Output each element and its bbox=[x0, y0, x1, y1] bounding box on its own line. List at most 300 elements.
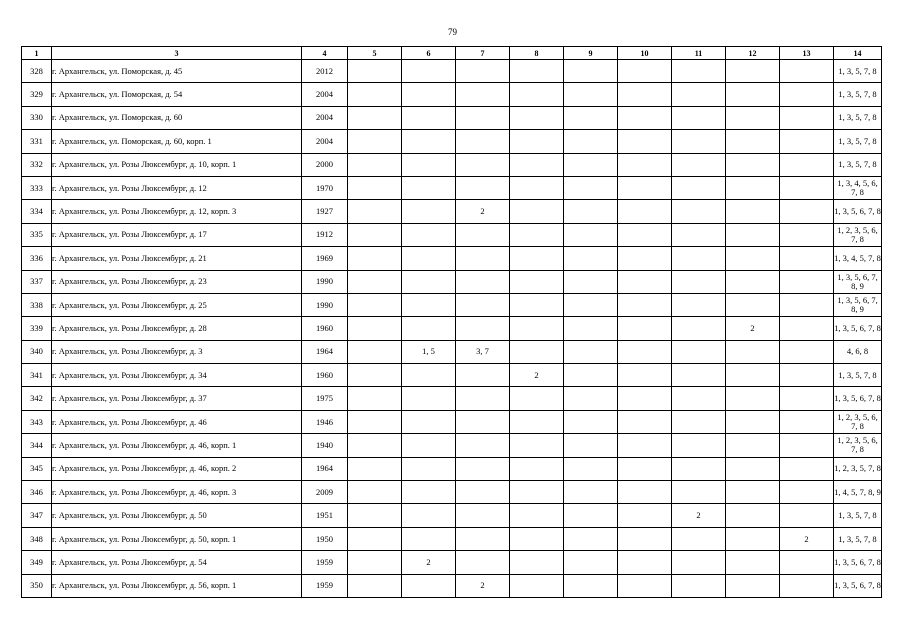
table-cell: 1969 bbox=[302, 247, 348, 270]
table-cell bbox=[618, 364, 672, 387]
table-cell: г. Архангельск, ул. Розы Люксембург, д. 25 bbox=[52, 293, 302, 316]
table-cell bbox=[780, 130, 834, 153]
table-cell bbox=[618, 223, 672, 246]
table-cell bbox=[780, 481, 834, 504]
table-cell: 1, 3, 5, 7, 8 bbox=[834, 130, 882, 153]
table-header-row bbox=[22, 47, 882, 60]
table-cell: 337 bbox=[22, 270, 52, 293]
table-cell: 331 bbox=[22, 130, 52, 153]
table-cell: 336 bbox=[22, 247, 52, 270]
table-cell: 341 bbox=[22, 364, 52, 387]
table-cell bbox=[510, 551, 564, 574]
table-cell: 1990 bbox=[302, 270, 348, 293]
table-cell bbox=[348, 504, 402, 527]
table-cell: г. Архангельск, ул. Розы Люксембург, д. 50 bbox=[52, 504, 302, 527]
table-cell: 1, 4, 5, 7, 8, 9 bbox=[834, 481, 882, 504]
table-cell bbox=[726, 551, 780, 574]
table-cell: 350 bbox=[22, 574, 52, 597]
table-cell: 1, 3, 4, 5, 6, 7, 8 bbox=[834, 176, 882, 199]
page-number: 79 bbox=[448, 27, 457, 37]
table-cell: г. Архангельск, ул. Розы Люксембург, д. 54 bbox=[52, 551, 302, 574]
table-cell bbox=[672, 387, 726, 410]
table-row bbox=[22, 551, 882, 574]
table-cell bbox=[402, 457, 456, 480]
table-cell bbox=[726, 574, 780, 597]
table-cell: 333 bbox=[22, 176, 52, 199]
table-cell bbox=[564, 434, 618, 457]
table-cell bbox=[402, 387, 456, 410]
table-cell bbox=[402, 270, 456, 293]
table-cell: 332 bbox=[22, 153, 52, 176]
table-cell bbox=[780, 293, 834, 316]
table-cell bbox=[780, 504, 834, 527]
table-cell bbox=[564, 340, 618, 363]
table-cell bbox=[456, 527, 510, 550]
table-cell bbox=[780, 317, 834, 340]
table-cell bbox=[456, 83, 510, 106]
table-cell: г. Архангельск, ул. Розы Люксембург, д. 50, корп. 1 bbox=[52, 527, 302, 550]
table-cell bbox=[510, 457, 564, 480]
table-cell bbox=[780, 176, 834, 199]
table-cell bbox=[564, 153, 618, 176]
table-cell bbox=[348, 434, 402, 457]
table-cell bbox=[564, 200, 618, 223]
table-cell: 1, 3, 5, 7, 8 bbox=[834, 106, 882, 129]
table-cell bbox=[402, 364, 456, 387]
table-cell: г. Архангельск, ул. Розы Люксембург, д. 21 bbox=[52, 247, 302, 270]
table-row bbox=[22, 317, 882, 340]
table-cell: г. Архангельск, ул. Поморская, д. 60, корп. 1 bbox=[52, 130, 302, 153]
table-cell: г. Архангельск, ул. Розы Люксембург, д. 3 bbox=[52, 340, 302, 363]
table-cell: г. Архангельск, ул. Розы Люксембург, д. 12, корп. 3 bbox=[52, 200, 302, 223]
table-cell: 1, 3, 5, 7, 8 bbox=[834, 153, 882, 176]
table-cell bbox=[726, 481, 780, 504]
table-cell bbox=[402, 130, 456, 153]
table-cell bbox=[726, 247, 780, 270]
table-cell: 1960 bbox=[302, 317, 348, 340]
table-cell bbox=[348, 481, 402, 504]
column-header-8: 10 bbox=[618, 47, 672, 60]
table-cell: г. Архангельск, ул. Поморская, д. 54 bbox=[52, 83, 302, 106]
table-row bbox=[22, 223, 882, 246]
table-cell bbox=[564, 247, 618, 270]
table-cell: 1, 2, 3, 5, 6, 7, 8 bbox=[834, 223, 882, 246]
table-cell: 1964 bbox=[302, 457, 348, 480]
table-cell: 335 bbox=[22, 223, 52, 246]
table-row bbox=[22, 364, 882, 387]
table-cell: 1950 bbox=[302, 527, 348, 550]
table-cell bbox=[402, 83, 456, 106]
table-cell: 1, 2, 3, 5, 6, 7, 8 bbox=[834, 410, 882, 433]
table-cell bbox=[618, 340, 672, 363]
table-cell bbox=[456, 270, 510, 293]
table-cell bbox=[348, 293, 402, 316]
table-cell bbox=[348, 247, 402, 270]
table-cell bbox=[564, 551, 618, 574]
table-cell: 1, 2, 3, 5, 6, 7, 8 bbox=[834, 434, 882, 457]
column-header-3: 5 bbox=[348, 47, 402, 60]
table-cell bbox=[510, 223, 564, 246]
table-cell bbox=[348, 364, 402, 387]
table-cell bbox=[510, 434, 564, 457]
table-cell bbox=[348, 200, 402, 223]
column-header-2: 4 bbox=[302, 47, 348, 60]
table-cell bbox=[726, 223, 780, 246]
table-cell: г. Архангельск, ул. Поморская, д. 45 bbox=[52, 60, 302, 83]
table-cell bbox=[564, 130, 618, 153]
column-header-0: 1 bbox=[22, 47, 52, 60]
table-cell: 2000 bbox=[302, 153, 348, 176]
table-cell bbox=[402, 317, 456, 340]
table-cell bbox=[564, 270, 618, 293]
table-cell bbox=[672, 527, 726, 550]
table-cell bbox=[510, 317, 564, 340]
table-row bbox=[22, 270, 882, 293]
table-cell: г. Архангельск, ул. Розы Люксембург, д. 46, корп. 3 bbox=[52, 481, 302, 504]
table-cell bbox=[456, 293, 510, 316]
table-cell: 1959 bbox=[302, 574, 348, 597]
column-header-4: 6 bbox=[402, 47, 456, 60]
table-cell: 1975 bbox=[302, 387, 348, 410]
table-cell bbox=[672, 153, 726, 176]
table-cell bbox=[780, 270, 834, 293]
column-header-5: 7 bbox=[456, 47, 510, 60]
table-cell: г. Архангельск, ул. Розы Люксембург, д. 46, корп. 2 bbox=[52, 457, 302, 480]
table-cell bbox=[510, 574, 564, 597]
table-cell bbox=[672, 60, 726, 83]
table-cell bbox=[348, 83, 402, 106]
table-cell bbox=[402, 200, 456, 223]
table-cell bbox=[564, 481, 618, 504]
table-cell bbox=[672, 270, 726, 293]
table-cell: 1, 3, 5, 6, 7, 8, 9 bbox=[834, 293, 882, 316]
table-cell bbox=[348, 317, 402, 340]
table-cell bbox=[672, 176, 726, 199]
table-cell bbox=[348, 106, 402, 129]
table-cell: 346 bbox=[22, 481, 52, 504]
table-cell bbox=[402, 247, 456, 270]
table-cell bbox=[618, 247, 672, 270]
table-cell bbox=[780, 153, 834, 176]
table-cell bbox=[564, 574, 618, 597]
table-cell: 2 bbox=[672, 504, 726, 527]
table-cell bbox=[672, 223, 726, 246]
table-cell bbox=[456, 130, 510, 153]
table-row bbox=[22, 434, 882, 457]
table-cell bbox=[402, 527, 456, 550]
table-cell: 330 bbox=[22, 106, 52, 129]
table-cell bbox=[456, 551, 510, 574]
table-cell: 1, 3, 5, 6, 7, 8 bbox=[834, 387, 882, 410]
table-cell bbox=[510, 247, 564, 270]
table-cell bbox=[726, 364, 780, 387]
table-cell bbox=[510, 200, 564, 223]
table-cell bbox=[510, 270, 564, 293]
table-cell bbox=[348, 574, 402, 597]
table-cell: г. Архангельск, ул. Розы Люксембург, д. 34 bbox=[52, 364, 302, 387]
table-row bbox=[22, 130, 882, 153]
table-cell bbox=[618, 387, 672, 410]
table-cell: 1, 3, 5, 6, 7, 8, 9 bbox=[834, 270, 882, 293]
table-cell: 344 bbox=[22, 434, 52, 457]
table-cell bbox=[618, 83, 672, 106]
table-cell: 1, 3, 5, 7, 8 bbox=[834, 527, 882, 550]
table-cell: 1, 3, 5, 6, 7, 8 bbox=[834, 317, 882, 340]
column-header-7: 9 bbox=[564, 47, 618, 60]
table-cell: 1, 3, 5, 7, 8 bbox=[834, 504, 882, 527]
table-cell: 338 bbox=[22, 293, 52, 316]
table-row bbox=[22, 200, 882, 223]
table-cell: 2 bbox=[456, 200, 510, 223]
table-cell bbox=[618, 293, 672, 316]
table-cell bbox=[726, 270, 780, 293]
table-cell bbox=[672, 106, 726, 129]
table-cell bbox=[348, 387, 402, 410]
table-cell: 1970 bbox=[302, 176, 348, 199]
table-cell: 1, 2, 3, 5, 7, 8 bbox=[834, 457, 882, 480]
table-cell: 340 bbox=[22, 340, 52, 363]
table-cell bbox=[618, 153, 672, 176]
table-cell bbox=[402, 60, 456, 83]
table-cell bbox=[564, 504, 618, 527]
table-cell bbox=[564, 60, 618, 83]
table-cell bbox=[672, 83, 726, 106]
table-cell bbox=[672, 551, 726, 574]
table-row bbox=[22, 83, 882, 106]
table-cell bbox=[672, 247, 726, 270]
table-cell: 1912 bbox=[302, 223, 348, 246]
table-cell bbox=[510, 293, 564, 316]
table-cell bbox=[726, 434, 780, 457]
table-cell bbox=[618, 504, 672, 527]
table-cell bbox=[456, 387, 510, 410]
table-cell bbox=[618, 176, 672, 199]
table-cell: 4, 6, 8 bbox=[834, 340, 882, 363]
table-cell: г. Архангельск, ул. Розы Люксембург, д. 10, корп. 1 bbox=[52, 153, 302, 176]
table-cell bbox=[510, 130, 564, 153]
table-cell bbox=[402, 574, 456, 597]
table-cell bbox=[456, 481, 510, 504]
table-cell bbox=[672, 410, 726, 433]
table-cell bbox=[348, 551, 402, 574]
table-cell bbox=[672, 481, 726, 504]
table-cell: 343 bbox=[22, 410, 52, 433]
table-cell bbox=[672, 434, 726, 457]
table-cell bbox=[780, 551, 834, 574]
table-cell bbox=[456, 176, 510, 199]
table-cell: 1959 bbox=[302, 551, 348, 574]
table-cell bbox=[510, 83, 564, 106]
table-row bbox=[22, 60, 882, 83]
table-cell bbox=[402, 153, 456, 176]
table-cell bbox=[564, 223, 618, 246]
column-header-6: 8 bbox=[510, 47, 564, 60]
table-cell bbox=[456, 106, 510, 129]
table-cell bbox=[456, 364, 510, 387]
table-cell bbox=[348, 340, 402, 363]
table-cell: г. Архангельск, ул. Розы Люксембург, д. 17 bbox=[52, 223, 302, 246]
table-cell bbox=[726, 176, 780, 199]
table-cell: 1, 3, 5, 6, 7, 8 bbox=[834, 551, 882, 574]
table-cell bbox=[348, 270, 402, 293]
table-cell: 1940 bbox=[302, 434, 348, 457]
table-cell bbox=[564, 293, 618, 316]
table-row bbox=[22, 293, 882, 316]
table-cell bbox=[456, 410, 510, 433]
table-cell bbox=[780, 387, 834, 410]
table-cell: 2004 bbox=[302, 130, 348, 153]
table-cell bbox=[510, 481, 564, 504]
table-cell bbox=[780, 364, 834, 387]
table-row bbox=[22, 574, 882, 597]
table-cell bbox=[780, 340, 834, 363]
table-cell bbox=[618, 317, 672, 340]
table-cell bbox=[780, 574, 834, 597]
table-cell bbox=[402, 481, 456, 504]
table-cell bbox=[402, 176, 456, 199]
table-cell bbox=[564, 83, 618, 106]
table-cell bbox=[348, 223, 402, 246]
table-cell bbox=[672, 200, 726, 223]
table-cell bbox=[564, 106, 618, 129]
table-cell bbox=[672, 457, 726, 480]
table-cell: г. Архангельск, ул. Розы Люксембург, д. 23 bbox=[52, 270, 302, 293]
table-cell: 1, 3, 4, 5, 7, 8 bbox=[834, 247, 882, 270]
table-cell bbox=[456, 247, 510, 270]
table-cell bbox=[402, 106, 456, 129]
table-cell: 2004 bbox=[302, 106, 348, 129]
table-cell bbox=[402, 434, 456, 457]
table-cell bbox=[726, 106, 780, 129]
table-row bbox=[22, 153, 882, 176]
table-cell bbox=[726, 293, 780, 316]
table-cell: 345 bbox=[22, 457, 52, 480]
table-cell: 1, 3, 5, 7, 8 bbox=[834, 83, 882, 106]
table-cell: 342 bbox=[22, 387, 52, 410]
table-cell bbox=[618, 130, 672, 153]
table-cell bbox=[618, 106, 672, 129]
table-cell bbox=[510, 504, 564, 527]
table-cell: 1, 3, 5, 7, 8 bbox=[834, 60, 882, 83]
table-cell: 1990 bbox=[302, 293, 348, 316]
table-cell bbox=[780, 247, 834, 270]
table-cell bbox=[348, 130, 402, 153]
table-cell bbox=[564, 176, 618, 199]
table-cell bbox=[618, 60, 672, 83]
table-cell bbox=[726, 340, 780, 363]
table-row bbox=[22, 176, 882, 199]
table-cell bbox=[510, 387, 564, 410]
table-cell bbox=[402, 410, 456, 433]
table-row bbox=[22, 340, 882, 363]
table-cell: г. Архангельск, ул. Розы Люксембург, д. 12 bbox=[52, 176, 302, 199]
table-cell bbox=[456, 317, 510, 340]
column-header-9: 11 bbox=[672, 47, 726, 60]
table-cell bbox=[348, 410, 402, 433]
table-cell: г. Архангельск, ул. Розы Люксембург, д. 46 bbox=[52, 410, 302, 433]
table-cell bbox=[780, 410, 834, 433]
table-cell bbox=[510, 153, 564, 176]
table-cell bbox=[780, 106, 834, 129]
table-cell: 349 bbox=[22, 551, 52, 574]
table-cell bbox=[510, 340, 564, 363]
table-cell bbox=[510, 106, 564, 129]
table-row bbox=[22, 106, 882, 129]
table-cell bbox=[726, 130, 780, 153]
table-cell bbox=[726, 527, 780, 550]
table-cell bbox=[780, 223, 834, 246]
table-cell bbox=[726, 410, 780, 433]
table-cell bbox=[726, 60, 780, 83]
housing-register-table bbox=[21, 46, 882, 598]
table-cell bbox=[780, 457, 834, 480]
table-cell: 1, 3, 5, 7, 8 bbox=[834, 364, 882, 387]
table-cell: 2 bbox=[510, 364, 564, 387]
table-cell: 2012 bbox=[302, 60, 348, 83]
table-cell bbox=[672, 130, 726, 153]
table-cell bbox=[618, 200, 672, 223]
table-cell bbox=[348, 527, 402, 550]
table-cell: 2 bbox=[726, 317, 780, 340]
table-cell bbox=[780, 60, 834, 83]
table-cell bbox=[780, 83, 834, 106]
table-cell: 1964 bbox=[302, 340, 348, 363]
table-cell bbox=[456, 153, 510, 176]
table-cell bbox=[510, 176, 564, 199]
table-row bbox=[22, 387, 882, 410]
table-cell bbox=[618, 457, 672, 480]
table-cell bbox=[348, 60, 402, 83]
table-cell bbox=[672, 317, 726, 340]
table-cell bbox=[348, 153, 402, 176]
table-cell bbox=[726, 83, 780, 106]
table-cell bbox=[402, 293, 456, 316]
table-cell bbox=[510, 410, 564, 433]
column-header-11: 13 bbox=[780, 47, 834, 60]
table-row bbox=[22, 481, 882, 504]
table-cell bbox=[456, 60, 510, 83]
table-cell: г. Архангельск, ул. Поморская, д. 60 bbox=[52, 106, 302, 129]
table-cell bbox=[618, 574, 672, 597]
column-header-10: 12 bbox=[726, 47, 780, 60]
table-cell: 328 bbox=[22, 60, 52, 83]
table-cell: 347 bbox=[22, 504, 52, 527]
table-cell: 2004 bbox=[302, 83, 348, 106]
table-cell bbox=[726, 457, 780, 480]
table-cell: 329 bbox=[22, 83, 52, 106]
table-cell bbox=[618, 270, 672, 293]
table-row bbox=[22, 410, 882, 433]
table-cell bbox=[564, 364, 618, 387]
table-cell bbox=[618, 434, 672, 457]
table-cell: 1, 5 bbox=[402, 340, 456, 363]
table-cell bbox=[672, 364, 726, 387]
table-cell bbox=[402, 223, 456, 246]
column-header-12: 14 bbox=[834, 47, 882, 60]
table-cell: 1, 3, 5, 6, 7, 8 bbox=[834, 574, 882, 597]
table-cell bbox=[672, 293, 726, 316]
table-row bbox=[22, 527, 882, 550]
table-cell bbox=[510, 527, 564, 550]
table-cell bbox=[456, 504, 510, 527]
table-cell bbox=[672, 340, 726, 363]
table-cell bbox=[402, 504, 456, 527]
table-cell: 2 bbox=[780, 527, 834, 550]
table-cell: г. Архангельск, ул. Розы Люксембург, д. 46, корп. 1 bbox=[52, 434, 302, 457]
table-cell bbox=[780, 434, 834, 457]
table-row bbox=[22, 504, 882, 527]
table-cell bbox=[456, 223, 510, 246]
